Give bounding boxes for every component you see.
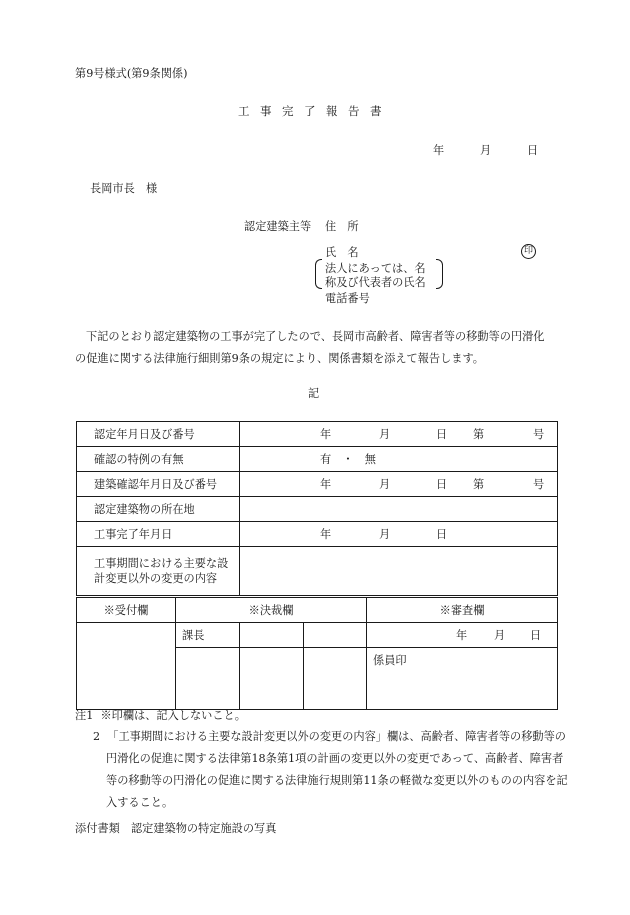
month-label: 月 [379, 478, 391, 491]
month-label: 月 [379, 528, 391, 541]
approval-table [76, 597, 558, 710]
report-details-table [76, 421, 558, 596]
dai-label: 第 [473, 428, 485, 441]
dai-label: 第 [473, 478, 485, 491]
address-label: 住 所 [325, 220, 359, 233]
row-label: 工事完了年月日 [77, 522, 240, 547]
decision-cell[interactable] [240, 648, 304, 710]
month-label: 月 [494, 629, 506, 642]
completion-date-field[interactable] [240, 522, 558, 547]
date-year-label: 年 [433, 144, 445, 157]
document-title: 工事完了報告書 [238, 104, 392, 118]
seal-mark-icon: 印 [521, 244, 536, 259]
note-1-number: 注1 [75, 709, 94, 722]
table-row [77, 447, 558, 472]
year-label: 年 [320, 478, 332, 491]
certification-date-number-field[interactable] [240, 422, 558, 447]
note-2-text: 「工事期間における主要な設計変更以外の変更の内容」欄は、高齢者、障害者等の移動等の円滑化の促進に関する法律第18条第1項の計画の変更以外の変更であって、高齢者、障害者等の移動等の円滑化の促進に関する法律施行規則第11条の軽微な変更以外のものの内容を記入すること。 [106, 730, 568, 809]
decision-cell[interactable] [240, 623, 304, 648]
staff-seal-label: 係員印 [373, 654, 407, 667]
decision-cell[interactable] [304, 623, 367, 648]
corporate-note-line-1: 法人にあっては、名 [325, 262, 426, 275]
building-confirmation-date-number-field[interactable] [240, 472, 558, 497]
year-label: 年 [320, 528, 332, 541]
year-label: 年 [456, 629, 468, 642]
row-label: 認定建築物の所在地 [77, 497, 240, 522]
section-chief-label: 課長 [176, 623, 240, 648]
building-location-field[interactable] [240, 497, 558, 522]
applicant-label: 認定建築主等 [244, 220, 312, 233]
day-label: 日 [530, 629, 542, 642]
go-label: 号 [533, 478, 545, 491]
table-row [77, 497, 558, 522]
day-label: 日 [436, 528, 448, 541]
table-row [77, 522, 558, 547]
form-number: 第9号様式(第9条関係) [75, 67, 188, 80]
table-row [77, 422, 558, 447]
decision-header: ※決裁欄 [176, 598, 367, 623]
phone-label: 電話番号 [325, 292, 370, 305]
decision-cell[interactable] [176, 648, 240, 710]
receipt-header: ※受付欄 [77, 598, 176, 623]
yes-no-options: 有 ・ 無 [320, 453, 376, 466]
date-month-label: 月 [480, 144, 492, 157]
review-header: ※審査欄 [367, 598, 558, 623]
note-2-number: 2 [93, 730, 101, 743]
corporate-note-line-2: 称及び代表者の氏名 [325, 276, 426, 289]
row-label: 確認の特例の有無 [77, 447, 240, 472]
decision-cell[interactable] [304, 648, 367, 710]
go-label: 号 [533, 428, 545, 441]
year-label: 年 [320, 428, 332, 441]
month-label: 月 [379, 428, 391, 441]
staff-seal-cell[interactable] [367, 648, 558, 710]
ki-heading: 記 [308, 387, 320, 400]
table-row [77, 547, 558, 596]
name-label: 氏 名 [325, 246, 359, 259]
row-label: 認定年月日及び番号 [77, 422, 240, 447]
body-paragraph: 下記のとおり認定建築物の工事が完了したので、長岡市高齢者、障害者等の移動等の円滑化の促進に関する法律施行細則第9条の規定により、関係書類を添えて報告します。 [75, 330, 545, 365]
note-1 [75, 710, 246, 721]
row-label: 建築確認年月日及び番号 [77, 472, 240, 497]
review-date-cell[interactable] [367, 623, 558, 648]
table-row [77, 472, 558, 497]
row-label: 工事期間における主要な設計変更以外の変更の内容 [77, 547, 240, 596]
note-1-text: ※印欄は、記入しないこと。 [100, 709, 246, 722]
receipt-cell[interactable] [77, 623, 176, 710]
day-label: 日 [436, 428, 448, 441]
attachment-note: 添付書類 認定建築物の特定施設の写真 [75, 822, 277, 835]
note-2 [93, 726, 568, 814]
change-content-field[interactable] [240, 547, 558, 596]
addressee: 長岡市長 様 [90, 182, 158, 195]
date-day-label: 日 [527, 144, 539, 157]
day-label: 日 [436, 478, 448, 491]
special-exception-field[interactable] [240, 447, 558, 472]
